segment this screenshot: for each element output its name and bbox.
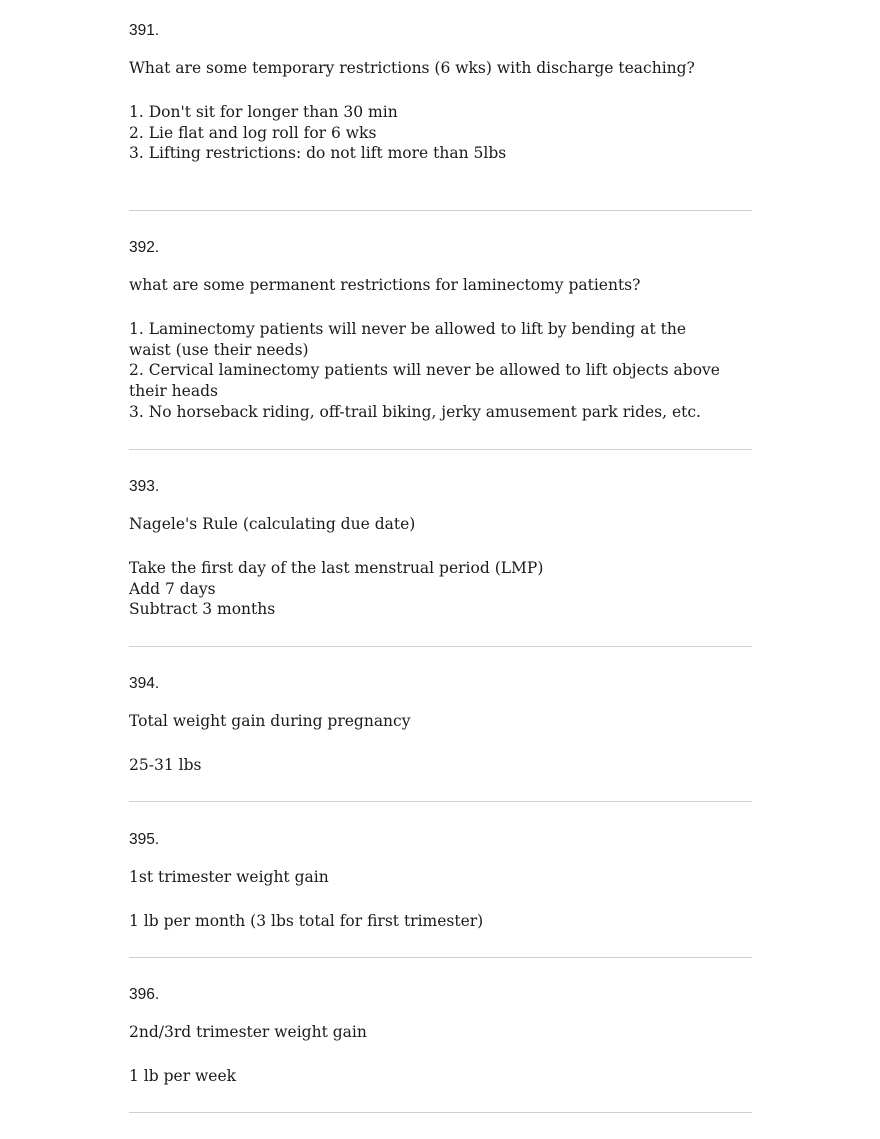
card-question: what are some permanent restrictions for laminectomy patients? (129, 276, 641, 294)
card-divider (129, 957, 752, 958)
card-answer (129, 102, 729, 164)
card-answer (129, 1066, 729, 1087)
answer-line: Subtract 3 months (129, 600, 276, 619)
card-question: Nagele's Rule (calculating due date) (129, 515, 416, 533)
answer-line: 1 lb per week (129, 1067, 237, 1085)
answer-line: 2. Cervical laminectomy patients will never be allowed to lift objects above their heads (129, 361, 720, 401)
card-number: 392. (129, 239, 160, 256)
card-number: 391. (129, 22, 160, 39)
card-question: What are some temporary restrictions (6 wks) with discharge teaching? (129, 59, 695, 77)
answer-line: 25-31 lbs (129, 756, 202, 774)
card-answer (129, 558, 729, 620)
card-question: 1st trimester weight gain (129, 868, 329, 886)
card-question: Total weight gain during pregnancy (129, 712, 411, 730)
card-divider (129, 1112, 752, 1113)
answer-line: 1. Laminectomy patients will never be allowed to lift by bending at the waist (use their needs) (129, 320, 687, 359)
answer-line: 1. Don't sit for longer than 30 min (129, 103, 398, 121)
card-divider (129, 801, 752, 802)
card-answer (129, 755, 729, 776)
card-answer (129, 911, 729, 932)
card-divider (129, 449, 752, 450)
card-number: 393. (129, 478, 160, 495)
card-divider (129, 646, 752, 647)
card-answer (129, 319, 729, 423)
card-number: 395. (129, 831, 160, 848)
answer-line: 3. Lifting restrictions: do not lift more than 5lbs (129, 144, 507, 163)
answer-line: 3. No horseback riding, off-trail biking, jerky amusement park rides, etc. (129, 402, 701, 421)
answer-line: 2. Lie flat and log roll for 6 wks (129, 123, 377, 142)
card-number: 394. (129, 675, 160, 692)
card-number: 396. (129, 986, 160, 1003)
card-question: 2nd/3rd trimester weight gain (129, 1023, 367, 1041)
answer-line: Add 7 days (129, 579, 216, 598)
answer-line: Take the first day of the last menstrual period (LMP) (129, 559, 544, 577)
answer-line: 1 lb per month (3 lbs total for first trimester) (129, 912, 484, 930)
card-divider (129, 210, 752, 211)
